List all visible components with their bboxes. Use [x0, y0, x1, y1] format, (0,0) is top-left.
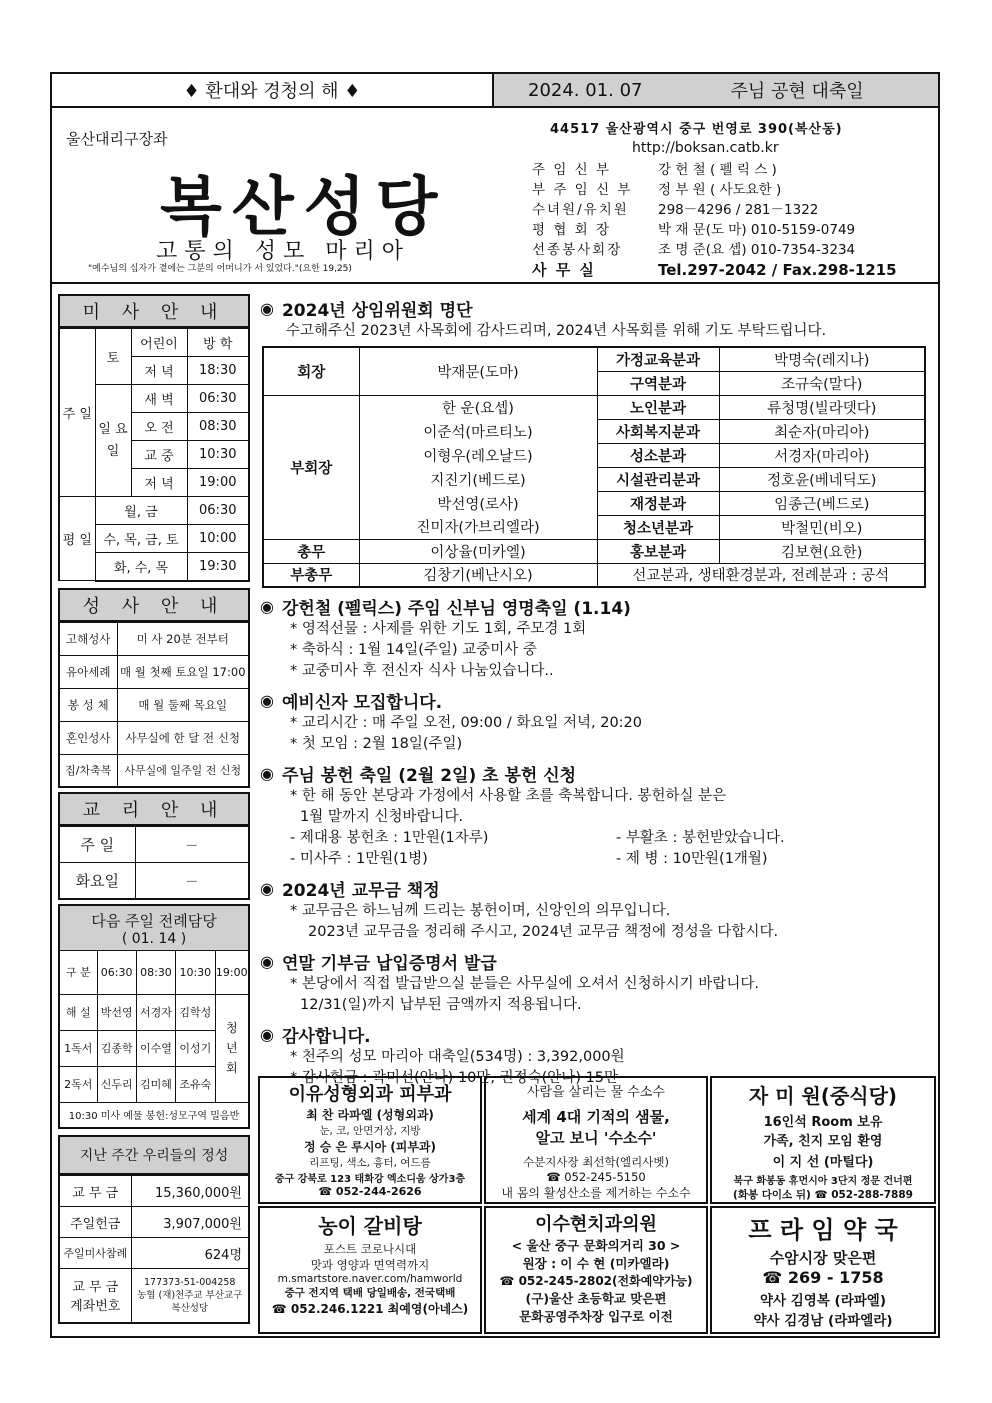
member-name: 한 운(요셉) — [359, 395, 597, 419]
ad-line: 원장 : 이 수 현 (미카엘라) — [522, 1256, 670, 1271]
ad-address: < 울산 중구 문화의거리 30 > — [511, 1238, 681, 1253]
section-text: * 영적선물 : 사제를 위한 기도 1회, 주모경 1회 — [290, 621, 587, 637]
division-name: 사회복지분과 — [597, 419, 719, 443]
masthead — [52, 108, 938, 284]
ad-galbitang — [258, 1206, 482, 1334]
ad-line: 눈, 코, 안면거상, 지방 — [319, 1125, 421, 1137]
sacrament-table — [58, 622, 250, 789]
liturgy-table — [58, 950, 250, 1130]
mass-name: 화, 수, 목 — [95, 553, 187, 581]
ad-pharmacy — [710, 1206, 936, 1334]
member-name: 최순자(마리아) — [719, 419, 925, 443]
mass-time: 10:00 — [187, 525, 249, 553]
ad-title: 농이 갈비탕 — [318, 1214, 422, 1238]
ad-phone: ☎ 052-245-5150 — [546, 1170, 646, 1184]
member-name: 조규숙(말다) — [719, 371, 925, 395]
ad-line: 중구 전지역 택배 당일배송, 전국택배 — [284, 1287, 456, 1299]
ad-title: 사람을 살리는 물 수소수 — [527, 1085, 665, 1100]
bullet-icon: ◉ — [260, 952, 274, 971]
role-label: 회장 — [263, 347, 359, 395]
staff-row — [532, 200, 897, 220]
ad-line: 포스트 코로나시대 — [323, 1242, 417, 1256]
ad-link[interactable]: m.smartstore.naver.com/hamworld — [277, 1273, 463, 1285]
account-number: 177373-51-004258 — [144, 1276, 236, 1288]
ad-dentist — [484, 1206, 708, 1334]
account-bank: 농협 (재)천주교 부산교구 복산성당 — [137, 1289, 243, 1314]
staff-role: 부 주 임 신 부 — [532, 182, 633, 198]
staff-name: 강 헌 철 ( 펠 릭 스 ) — [658, 162, 777, 178]
mass-name: 새 벽 — [131, 385, 187, 413]
catechism-heading: 교 리 안 내 — [58, 792, 250, 826]
ad-phone: ☎ 052-244-2626 — [318, 1185, 422, 1198]
offering-note: 10:30 미사 예물 봉헌:성모구역 밀음반 — [59, 1102, 249, 1128]
liturgy-person: 김미혜 — [136, 1066, 175, 1102]
sacrament-name: 봉 성 체 — [59, 688, 117, 721]
ad-line: 세계 4대 기적의 샘물, — [522, 1108, 670, 1126]
mass-time: 18:30 — [187, 357, 249, 385]
date-bar — [494, 74, 938, 106]
catechism-time: － — [135, 827, 249, 863]
candle-prices — [260, 849, 936, 870]
office-phone: Tel.297-2042 / Fax.298-1215 — [658, 261, 897, 279]
vacant-divisions: 선교분과, 생태환경분과, 전례분과 : 공석 — [597, 563, 925, 587]
sacrament-name: 집/차축복 — [59, 754, 117, 787]
division-name: 시설관리분과 — [597, 467, 719, 491]
ad-line: 약사 김경남 (라파엘라) — [753, 1313, 893, 1329]
section-title: 연말 기부금 납입증명서 발급 — [281, 954, 497, 974]
catechism-table — [58, 826, 250, 900]
section-title: 강헌철 (펠릭스) 주임 신부님 영명축일 (1.14) — [281, 599, 631, 619]
ad-line: 문화공영주차장 입구로 이전 — [519, 1309, 673, 1324]
sacrament-heading: 성 사 안 내 — [58, 588, 250, 622]
member-name: 김보현(요한) — [719, 539, 925, 563]
price-item: - 미사주 : 1만원(1병) — [290, 851, 428, 867]
section-text: 12/31(일)까지 납부된 금액까지 적용됩니다. — [300, 997, 582, 1013]
ad-address: 중구 강북로 123 태화강 엑소디움 상가3층 — [274, 1174, 466, 1185]
liturgy-title: 다음 주일 전례담당 — [91, 911, 217, 930]
member-name: 이형우(레오날드) — [359, 443, 597, 467]
offering-table — [58, 1175, 250, 1324]
ad-phone: ☎ 052-245-2802(전화예약가능) — [499, 1274, 693, 1288]
liturgy-col: 08:30 — [136, 950, 175, 994]
section-text: * 본당에서 직접 발급받으실 분들은 사무실에 오셔서 신청하시기 바랍니다. — [290, 976, 759, 992]
ad-line: 수분지사장 최선학(엘리사벳) — [523, 1155, 669, 1169]
news-column — [260, 292, 936, 1089]
section-text: * 첫 모임 : 2월 18일(주일) — [290, 736, 463, 752]
church-address: 44517 울산광역시 중구 번영로 390(복산동) — [550, 122, 843, 137]
patron-saint: 고통의 성모 마리아 — [156, 239, 411, 264]
section-council — [260, 296, 936, 321]
section-text: * 천주의 성모 마리아 대축일(534명) : 3,392,000원 — [290, 1049, 625, 1065]
mass-name: 저 녁 — [131, 469, 187, 497]
liturgy-date: ( 01. 14 ) — [121, 930, 187, 947]
offering-type: 교 무 금 — [59, 1176, 131, 1207]
mass-time: 06:30 — [187, 497, 249, 525]
bullet-icon: ◉ — [260, 1025, 274, 1044]
ad-line: 16인석 Room 보유 — [763, 1115, 883, 1130]
ad-line: 가족, 친지 모임 환영 — [763, 1134, 883, 1149]
weekend-label: 주 일 — [59, 329, 95, 497]
division-name: 성소분과 — [597, 443, 719, 467]
ad-line: 알고 보니 '수소수' — [535, 1129, 657, 1147]
mass-name: 어린이 — [131, 329, 187, 357]
ad-phone: (화봉 다이소 뒤) ☎ 052-288-7889 — [733, 1189, 913, 1201]
ad-line: 이 지 선 (마틸다) — [772, 1155, 874, 1170]
bulletin-page — [50, 72, 940, 1338]
mass-schedule-table — [58, 328, 250, 582]
liturgy-person: 박선영 — [97, 994, 136, 1030]
council-table — [262, 346, 926, 588]
liturgy-role: 해 설 — [59, 994, 97, 1030]
division-name: 노인분과 — [597, 395, 719, 419]
staff-row — [532, 220, 897, 240]
ad-title: 이유성형외과 피부과 — [288, 1084, 452, 1105]
section-text: * 교무금은 하느님께 드리는 봉헌이며, 신앙인의 의무입니다. — [290, 903, 671, 919]
section-donation-receipt — [260, 949, 936, 974]
liturgy-role: 1독서 — [59, 1030, 97, 1066]
ad-line: (구)울산 초등학교 맞은편 — [525, 1291, 667, 1306]
liturgy-col: 19:00 — [215, 950, 249, 994]
liturgy-person: 이수열 — [136, 1030, 175, 1066]
header-bar — [52, 74, 938, 108]
sidebar — [58, 294, 250, 1324]
section-dues — [260, 876, 936, 901]
member-name: 이상율(미카엘) — [359, 539, 597, 563]
price-item: - 부활초 : 봉헌받았습니다. — [616, 830, 785, 846]
ad-clinic — [258, 1076, 482, 1204]
attendance-count: 624명 — [131, 1238, 249, 1269]
year-theme: ♦ 환대와 경청의 해 ♦ — [52, 74, 494, 106]
staff-name: 298－4296 / 281－1322 — [658, 202, 819, 218]
ad-title: 자 미 원(중식당) — [748, 1084, 898, 1108]
member-name: 류청명(빌라뎃다) — [719, 395, 925, 419]
mass-name: 교 중 — [131, 441, 187, 469]
ad-line: 맛과 영양과 면역력까지 — [310, 1258, 430, 1272]
youth-group: 청 년 회 — [215, 994, 249, 1102]
section-title: 주님 봉헌 축일 (2월 2일) 초 봉헌 신청 — [281, 766, 577, 786]
mass-time: 10:30 — [187, 441, 249, 469]
section-title: 예비신자 모집합니다. — [281, 693, 443, 713]
bullet-icon: ◉ — [260, 764, 274, 783]
catechism-day: 화요일 — [59, 863, 135, 899]
member-name: 진미자(가브리엘라) — [359, 515, 597, 539]
section-title: 2024년 교무금 책정 — [281, 881, 440, 901]
liturgy-person: 김학성 — [176, 994, 215, 1030]
mass-time: 19:30 — [187, 553, 249, 581]
division-name: 홍보분과 — [597, 539, 719, 563]
member-name: 이준석(마르티노) — [359, 419, 597, 443]
ads-area — [258, 1076, 936, 1334]
liturgy-heading — [58, 904, 250, 950]
section-catechumen — [260, 688, 936, 713]
bullet-icon: ◉ — [260, 691, 274, 710]
liturgy-person: 이성기 — [176, 1030, 215, 1066]
sacrament-info: 매 월 첫째 토요일 17:00 — [117, 655, 249, 688]
section-text: * 한 해 동안 본당과 가정에서 사용할 초를 축복합니다. 봉헌하실 분은 — [290, 788, 727, 804]
liturgy-col: 06:30 — [97, 950, 136, 994]
ad-line: 약사 김영복 (라파엘) — [759, 1293, 887, 1309]
liturgical-day: 주님 공현 대축일 — [730, 81, 864, 102]
mass-name: 저 녁 — [131, 357, 187, 385]
sacrament-name: 고해성사 — [59, 622, 117, 655]
section-text: * 감사헌금 : 곽미선(안나) 10만, 권정숙(안나) 15만 — [290, 1070, 619, 1086]
staff-role: 사 무 실 — [532, 261, 596, 279]
mass-time: 08:30 — [187, 413, 249, 441]
member-name: 박선영(로사) — [359, 491, 597, 515]
ad-line: 리프팅, 색소, 흉터, 여드름 — [309, 1157, 431, 1169]
diocese-label: 울산대리구장좌 — [66, 130, 168, 148]
scripture-quote: "예수님의 십자가 곁에는 그분의 어머니가 서 있었다."(요한 19,25) — [88, 264, 352, 274]
staff-role: 수녀원/유치원 — [532, 202, 629, 218]
section-text: * 축하식 : 1월 14일(주일) 교중미사 중 — [290, 642, 537, 658]
catechism-time: － — [135, 863, 249, 899]
member-name: 박명숙(레지나) — [719, 347, 925, 371]
offering-amount: 3,907,000원 — [131, 1207, 249, 1238]
member-name: 임종근(베드로) — [719, 491, 925, 515]
ad-line: 정 승 은 루시아 (피부과) — [303, 1140, 436, 1154]
mass-name: 수, 목, 금, 토 — [95, 525, 187, 553]
catechism-day: 주 일 — [59, 827, 135, 863]
bullet-icon: ◉ — [260, 299, 274, 318]
section-title: 2024년 상임위원회 명단 — [281, 301, 473, 321]
role-label: 총무 — [263, 539, 359, 563]
liturgy-person: 조유숙 — [176, 1066, 215, 1102]
section-text: * 교중미사 후 전신자 식사 나눔있습니다.. — [290, 663, 554, 679]
section-text: 수고해주신 2023년 사목회에 감사드리며, 2024년 사목회를 위해 기도 부탁드립니다. — [286, 323, 827, 339]
liturgy-col: 10:30 — [176, 950, 215, 994]
member-name: 지진기(베드로) — [359, 467, 597, 491]
liturgy-person: 서경자 — [136, 994, 175, 1030]
staff-name: 조 명 준(요 셉) 010-7354-3234 — [658, 242, 856, 258]
account-label: 교 무 금 계좌번호 — [59, 1269, 131, 1323]
ad-phone: ☎ 052.246.1221 최예영(아네스) — [271, 1302, 469, 1316]
liturgy-col: 구 분 — [59, 950, 97, 994]
staff-role: 평 협 회 장 — [532, 222, 612, 238]
staff-role: 선종봉사회장 — [532, 242, 623, 258]
mass-time: 06:30 — [187, 385, 249, 413]
offering-amount: 15,360,000원 — [131, 1176, 249, 1207]
sunday-label: 일 요 일 — [95, 385, 131, 497]
section-candles — [260, 761, 936, 786]
offering-heading: 지난 주간 우리들의 정성 — [58, 1135, 250, 1175]
offering-type: 주일헌금 — [59, 1207, 131, 1238]
bullet-icon: ◉ — [260, 879, 274, 898]
section-text: * 교리시간 : 매 주일 오전, 09:00 / 화요일 저녁, 20:20 — [290, 715, 643, 731]
bullet-icon: ◉ — [260, 597, 274, 616]
price-item: - 제 병 : 10만원(1개월) — [616, 851, 768, 867]
division-name: 청소년분과 — [597, 515, 719, 539]
sacrament-info: 사무실에 일주일 전 신청 — [117, 754, 249, 787]
member-name: 서경자(마리아) — [719, 443, 925, 467]
saturday-label: 토 — [95, 329, 131, 385]
role-label: 부회장 — [263, 395, 359, 539]
sacrament-info: 미 사 20분 전부터 — [117, 622, 249, 655]
candle-prices — [260, 828, 936, 849]
price-item: - 제대용 봉헌초 : 1만원(1자루) — [290, 830, 489, 846]
section-thanks — [260, 1022, 936, 1047]
liturgy-person: 신두리 — [97, 1066, 136, 1102]
offering-type: 주일미사참례 — [59, 1238, 131, 1269]
staff-row — [532, 240, 897, 260]
mass-time: 방 학 — [187, 329, 249, 357]
mass-name: 월, 금 — [95, 497, 187, 525]
ad-line: 수암시장 맞은편 — [769, 1249, 877, 1267]
section-title: 감사합니다. — [281, 1027, 371, 1047]
section-feastday — [260, 594, 936, 619]
sacrament-info: 사무실에 한 달 전 신청 — [117, 721, 249, 754]
website-link[interactable]: http://boksan.catb.kr — [632, 140, 779, 156]
staff-name: 박 재 문(도 마) 010-5159-0749 — [658, 222, 856, 238]
mass-time: 19:00 — [187, 469, 249, 497]
liturgy-role: 2독서 — [59, 1066, 97, 1102]
section-text: 1월 말까지 신청바랍니다. — [300, 809, 464, 825]
ad-restaurant — [710, 1076, 936, 1204]
ad-address: 북구 화봉동 휴먼시아 3단지 정문 건너편 — [733, 1176, 913, 1187]
weekday-label: 평 일 — [59, 497, 95, 581]
mass-schedule-heading: 미 사 안 내 — [58, 294, 250, 328]
sacrament-name: 유아세례 — [59, 655, 117, 688]
member-name: 박철민(비오) — [719, 515, 925, 539]
staff-list — [532, 160, 897, 280]
ad-phone: ☎ 269 - 1758 — [762, 1268, 884, 1287]
ad-line: 최 찬 라파엘 (성형외과) — [306, 1108, 434, 1122]
sacrament-name: 혼인성사 — [59, 721, 117, 754]
staff-row — [532, 160, 897, 180]
ad-title: 프 라 임 약 국 — [748, 1216, 898, 1244]
bulletin-date: 2024. 01. 07 — [528, 79, 643, 101]
church-name: 복산성당 — [160, 170, 448, 245]
staff-name: 정 부 원 ( 사도요한 ) — [658, 182, 782, 198]
ad-title: 이수현치과의원 — [535, 1214, 657, 1235]
ad-line: 내 몸의 활성산소를 제거하는 수소수 — [501, 1186, 691, 1200]
mass-name: 오 전 — [131, 413, 187, 441]
staff-row — [532, 180, 897, 200]
member-name: 박재문(도마) — [359, 347, 597, 395]
liturgy-person: 김종학 — [97, 1030, 136, 1066]
staff-role: 주 임 신 부 — [532, 162, 612, 178]
member-name: 정호윤(베네딕도) — [719, 467, 925, 491]
ad-water — [484, 1076, 708, 1204]
division-name: 구역분과 — [597, 371, 719, 395]
role-label: 부총무 — [263, 563, 359, 587]
division-name: 재정분과 — [597, 491, 719, 515]
member-name: 김창기(베난시오) — [359, 563, 597, 587]
division-name: 가정교육분과 — [597, 347, 719, 371]
section-text: 2023년 교무금을 정리해 주시고, 2024년 교무금 책정에 정성을 다합시다. — [308, 924, 779, 940]
sacrament-info: 매 월 둘째 목요일 — [117, 688, 249, 721]
staff-row — [532, 260, 897, 280]
